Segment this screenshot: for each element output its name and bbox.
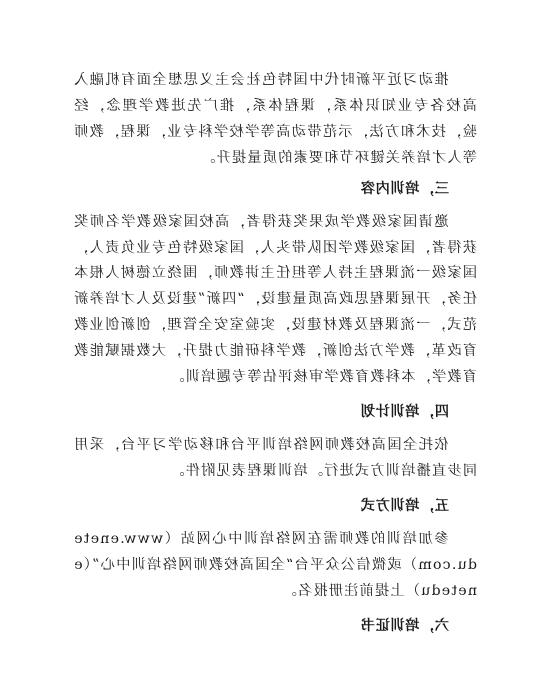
section-heading-content: 三，培训内容 — [360, 180, 449, 197]
section-body-plan: 依托全国高校教师网络培训平台和移动学习平台，采用同步直播培训方式进行。培训课程表见附件。 — [73, 436, 477, 479]
document-content — [73, 68, 477, 647]
section-body-content: 邀请国家级教学成果奖获得者，高校国家级教学名师奖获得者，国家级教学团队带头人，国家级特色专业负责人，国家级一流课程主持人等担任主讲教师，围绕立德树人根本任务，开展课程思政高质量建设，“四新”建设及人才培养新范式，一流课程及教材建设，实验室安全管理，创新创业教育改革，教学方法创新，教学科研能力提升，大数据赋能教育教学，本科教育教学审核评估等专题培训。 — [73, 213, 477, 386]
intro-paragraph: 推动习近平新时代中国特色社会主义思想全面有机融入高校各专业知识体系，课程体系，推广先进教学理念，经验，技术和方法，示范带动高等学校学科专业，课程，教师等人才培养关键环节和要素的质量提升。 — [73, 72, 477, 166]
section-body-method: 参加培训的教师需在网络培训中心网站（www.enetedu.com）或微信公众平台“全国高校教师网络培训中心”（enetedu）上提前注册报名。 — [73, 530, 477, 599]
section-heading-certificate: 六，培训证书 — [360, 617, 449, 634]
section-heading-plan: 四，培训计划 — [360, 403, 449, 420]
section-heading-method: 五，培训方式 — [360, 497, 449, 514]
